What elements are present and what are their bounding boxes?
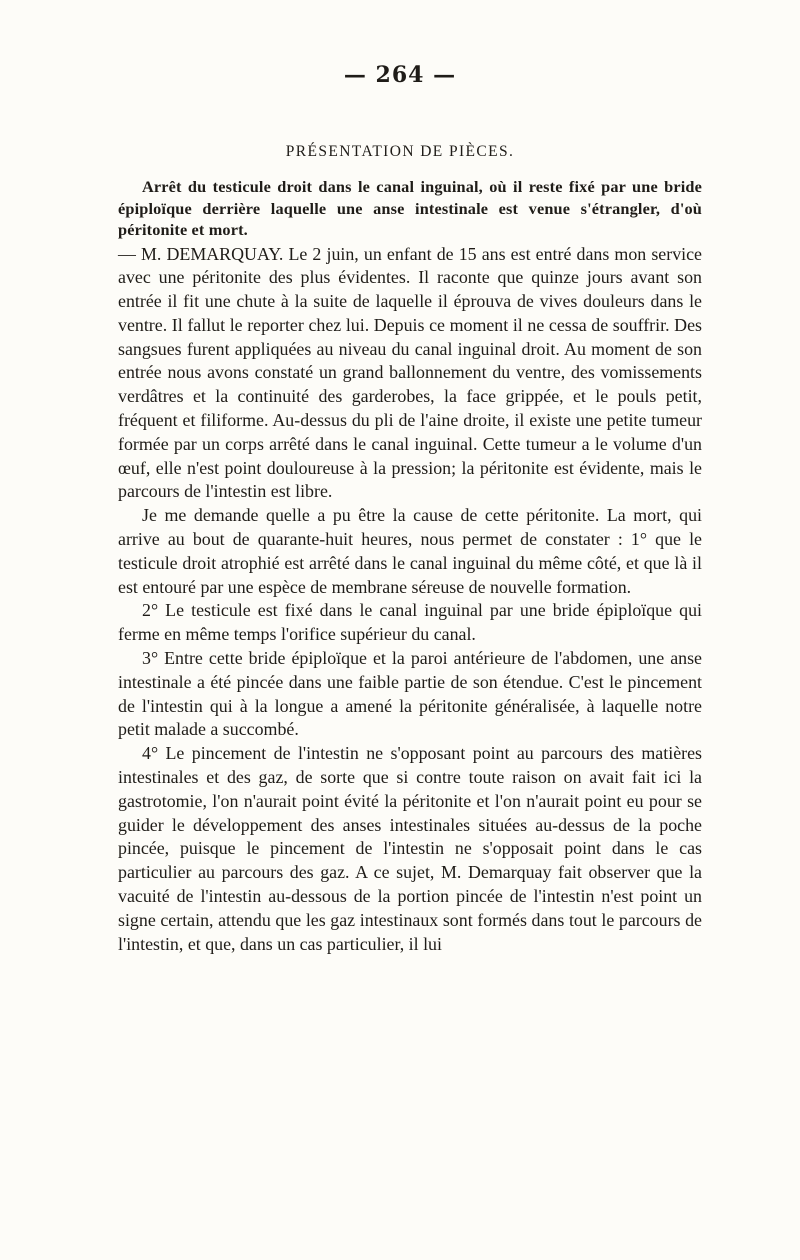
paragraph-3: 2° Le testicule est fixé dans le canal inguinal par une bride épiploïque qui ferme en même temps l'orifice supérieur du canal. xyxy=(118,600,702,645)
paragraph-1 xyxy=(118,243,702,505)
paragraph-1-text: Le 2 juin, un enfant de 15 ans est entré dans mon service avec une péritonite des plus évidentes. Il raconte que quinze jours avant son entrée il fit une chute à la suite de laquelle il éprouva de vives douleurs dans le ventre. Il fallut le reporter chez lui. Depuis ce moment il ne cessa de souffrir. Des sangsues furent appliquées au niveau du canal inguinal droit. Au moment de son entrée nous avons constaté un grand ballonnement du ventre, des vomissements verdâtres et la continuité des garderobes, la face grippée, et le pouls petit, fréquent et filiforme. Au-dessus du pli de l'aine droite, il existe une petite tumeur formée par un corps arrêté dans le canal inguinal. Cette tumeur a le volume d'un œuf, elle n'est point douloureuse à la pression; la péritonite est évidente, mais le parcours de l'intestin est libre. xyxy=(118,243,702,502)
section-title: PRÉSENTATION DE PIÈCES. xyxy=(285,143,515,160)
paragraph-5: 4° Le pincement de l'intestin ne s'opposant point au parcours des matières intestinales et des gaz, de sorte que si contre toute raison on avait fait ici la gastrotomie, l'on n'aurait point évité la péritonite et l'on n'aurait point eu pour se guider le développement des anses intestinales situées au-dessus de la poche pincée, puisque le pincement de l'intestin ne s'opposait point dans le cas particulier au parcours des gaz. A ce sujet, M. Demarquay fait observer que la vacuité de l'intestin au-dessous de la portion pincée de l'intestin n'est point un signe certain, attendu que les gaz intestinaux sont formés dans tout le parcours de l'intestin, et que, dans un cas particulier, il lui xyxy=(118,743,702,954)
body-text xyxy=(118,166,702,956)
author-name: — M. DEMARQUAY. xyxy=(118,243,284,264)
page-number: — 264 — xyxy=(343,62,457,88)
paragraph-4: 3° Entre cette bride épiploïque et la paroi antérieure de l'abdomen, une anse intestinale a été pincée dans une faible partie de son étendue. C'est le pincement de l'intestin qui à la longue a amené la péritonite généralisée, à laquelle notre petit malade a succombé. xyxy=(118,648,702,740)
case-title: Arrêt du testicule droit dans le canal inguinal, où il reste fixé par une bride épiploïque derrière laquelle une anse intestinale est venue s'étrangler, d'où péritonite et mort. xyxy=(118,177,702,239)
paragraph-2: Je me demande quelle a pu être la cause de cette péritonite. La mort, qui arrive au bout de quarante-huit heures, nous permet de constater : 1° que le testicule droit atrophié est arrêté dans le canal inguinal du même côté, et que là il est entouré par une espèce de membrane séreuse de nouvelle formation. xyxy=(118,505,702,597)
